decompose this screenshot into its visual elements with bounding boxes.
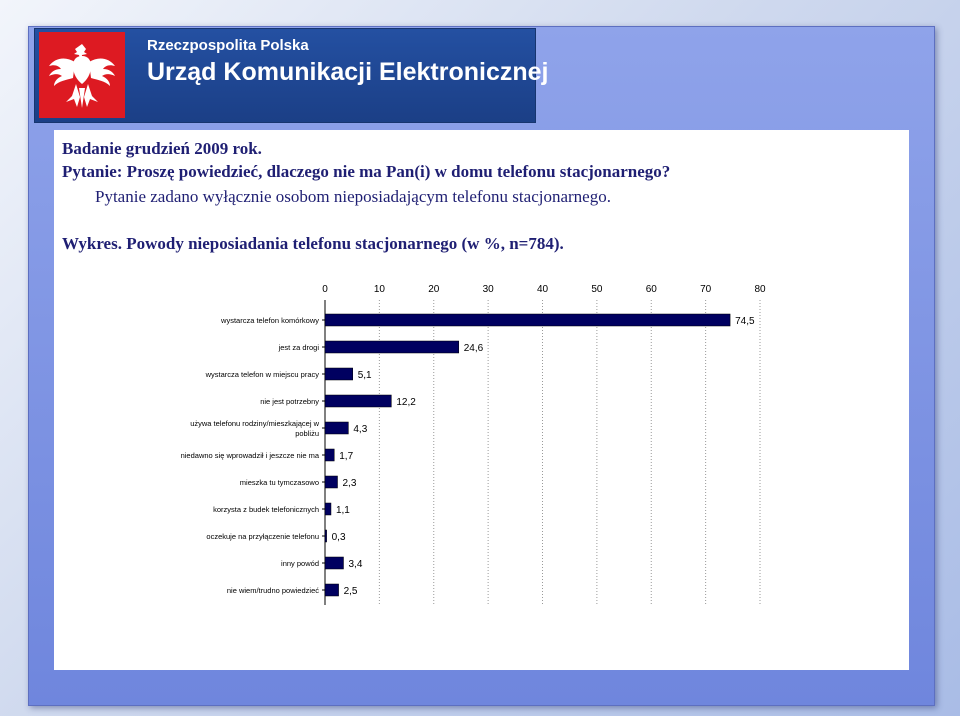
uke-banner — [34, 28, 549, 123]
category-label: nie wiem/trudno powiedzieć — [226, 586, 319, 595]
bar — [325, 341, 459, 353]
x-tick-label: 80 — [754, 284, 766, 295]
category-label: niedawno się wprowadził i jeszcze nie ma — [180, 451, 319, 460]
brand-subtitle: Rzeczpospolita Polska — [147, 37, 309, 54]
bar — [325, 476, 338, 488]
bar — [325, 395, 391, 407]
bar — [325, 584, 339, 596]
category-label: jest za drogi — [278, 343, 319, 352]
survey-date-text: Badanie grudzień 2009 rok. — [62, 139, 262, 158]
data-label: 0,3 — [331, 532, 346, 543]
question-text: Pytanie: Proszę powiedzieć, dlaczego nie ma Pan(i) w domu telefonu stacjonarnego? — [62, 162, 671, 181]
category-label: inny powód — [281, 559, 319, 568]
x-tick-label: 20 — [428, 284, 440, 295]
chart-title: Wykres. Powody nieposiadania telefonu stacjonarnego (w %, n=784). — [62, 234, 564, 253]
data-label: 5,1 — [357, 370, 372, 381]
question-note-text: Pytanie zadano wyłącznie osobom nieposiadającym telefonu stacjonarnego. — [95, 187, 611, 206]
data-label: 1,1 — [335, 505, 350, 516]
data-label: 74,5 — [735, 316, 755, 327]
bar — [325, 422, 348, 434]
data-label: 2,3 — [342, 478, 357, 489]
category-label: używa telefonu rodziny/mieszkającej w — [190, 419, 319, 428]
category-label: wystarcza telefon komórkowy — [221, 316, 319, 325]
brand-title: Urząd Komunikacji Elektronicznej — [147, 58, 549, 86]
bar — [325, 314, 730, 326]
x-tick-label: 10 — [373, 284, 385, 295]
category-label: mieszka tu tymczasowo — [239, 478, 319, 487]
category-label: wystarcza telefon w miejscu pracy — [205, 370, 319, 379]
x-tick-label: 30 — [482, 284, 494, 295]
bar-chart — [54, 130, 909, 670]
data-label: 2,5 — [343, 586, 358, 597]
data-label: 24,6 — [463, 343, 484, 354]
x-tick-label: 0 — [322, 284, 328, 295]
bar — [325, 503, 331, 515]
x-tick-label: 50 — [591, 284, 603, 295]
white-eagle-emblem-icon — [39, 32, 125, 118]
bar — [325, 368, 353, 380]
x-tick-label: 60 — [645, 284, 657, 295]
bar — [325, 449, 334, 461]
category-label: nie jest potrzebny — [260, 397, 319, 406]
data-label: 12,2 — [396, 397, 416, 408]
x-tick-label: 40 — [536, 284, 549, 295]
category-label: pobliżu — [295, 429, 319, 438]
data-label: 1,7 — [339, 451, 354, 462]
bar — [325, 530, 327, 542]
category-label: oczekuje na przyłączenie telefonu — [206, 532, 319, 541]
category-label: korzysta z budek telefonicznych — [213, 505, 319, 514]
data-label: 4,3 — [353, 424, 368, 435]
data-label: 3,4 — [348, 559, 363, 570]
bar — [325, 557, 343, 569]
x-tick-label: 70 — [700, 284, 712, 295]
content-panel — [54, 130, 909, 670]
